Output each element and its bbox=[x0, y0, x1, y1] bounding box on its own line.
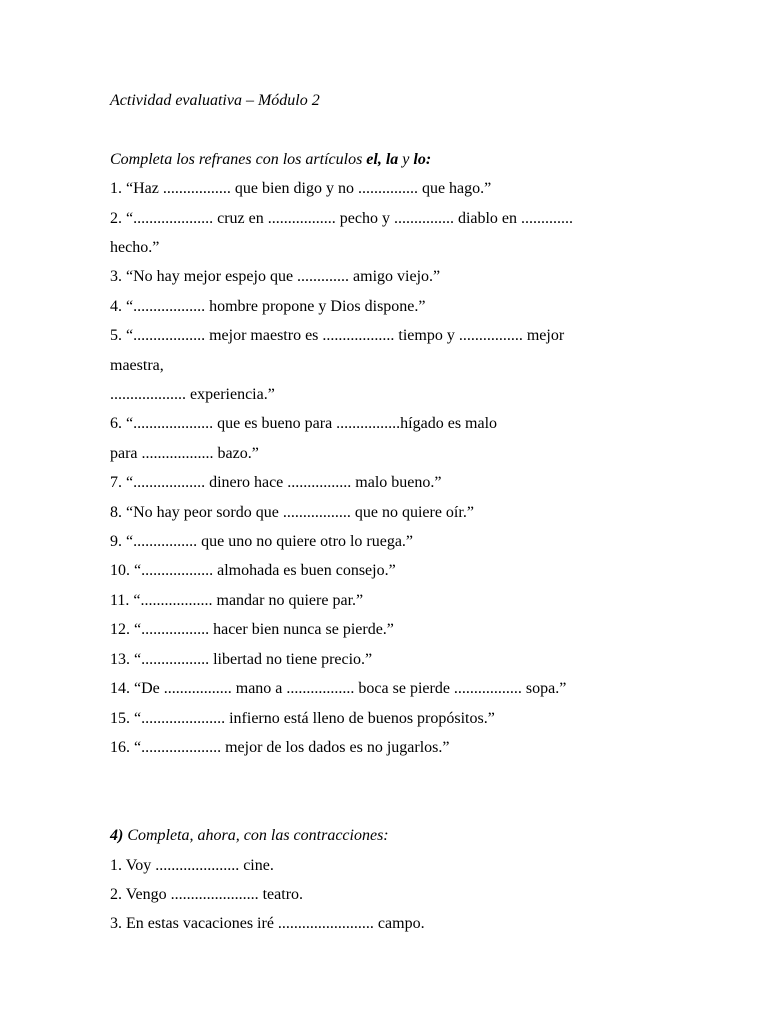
section1-instruction bbox=[110, 145, 650, 174]
section-number: 4) bbox=[110, 827, 124, 845]
instruction-text: Completa los refranes con los artículos bbox=[110, 150, 367, 168]
exercise-line: 7. “.................. dinero hace ................ malo bueno.” bbox=[110, 474, 442, 492]
exercise-line: 2. Vengo ...................... teatro. bbox=[110, 885, 304, 903]
spacer bbox=[110, 115, 650, 144]
exercise-line: 12. “................. hacer bien nunca se pierde.” bbox=[110, 621, 394, 639]
exercise-line: 13. “................. libertad no tiene precio.” bbox=[110, 650, 373, 668]
exercise-line: 5. “.................. mejor maestro es .................. tiempo y ................ mejor bbox=[110, 327, 565, 345]
exercise-line: hecho.” bbox=[110, 239, 160, 257]
section2-instruction bbox=[110, 821, 650, 850]
document-page bbox=[110, 86, 650, 939]
exercise-line: 3. “No hay mejor espejo que ............. amigo viejo.” bbox=[110, 268, 441, 286]
exercise-line: 11. “.................. mandar no quiere par.” bbox=[110, 591, 364, 609]
exercise-line: 1. “Haz ................. que bien digo y no ............... que hago.” bbox=[110, 180, 492, 198]
exercise-line: 14. “De ................. mano a ................. boca se pierde ................. sopa.” bbox=[110, 680, 567, 698]
exercise-line: 2. “.................... cruz en ................. pecho y ............... diablo en ............. bbox=[110, 209, 574, 227]
exercise-line: 10. “.................. almohada es buen consejo.” bbox=[110, 562, 396, 580]
exercise-line: 1. Voy ..................... cine. bbox=[110, 856, 274, 874]
exercise-line: 8. “No hay peor sordo que ................. que no quiere oír.” bbox=[110, 503, 474, 521]
exercise-line: 6. “.................... que es bueno para ................hígado es malo bbox=[110, 415, 498, 433]
instruction-article-lo: lo: bbox=[413, 150, 432, 168]
exercise-line: 4. “.................. hombre propone y Dios dispone.” bbox=[110, 297, 426, 315]
exercise-line: 16. “.................... mejor de los dados es no jugarlos.” bbox=[110, 738, 450, 756]
exercise-line: 9. “................ que uno no quiere otro lo ruega.” bbox=[110, 533, 414, 551]
exercise-line: para .................. bazo.” bbox=[110, 444, 259, 462]
exercise-line: 3. En estas vacaciones iré ........................ campo. bbox=[110, 915, 425, 933]
instruction-articles-el-la: el, la bbox=[366, 150, 399, 168]
exercise-line: ................... experiencia.” bbox=[110, 386, 275, 404]
exercise-line: maestra, bbox=[110, 356, 164, 374]
exercise-line: 15. “..................... infierno está lleno de buenos propósitos.” bbox=[110, 709, 495, 727]
instruction-conjunction: y bbox=[398, 150, 414, 168]
instruction-text: Completa, ahora, con las contracciones: bbox=[123, 827, 389, 845]
spacer bbox=[110, 762, 650, 821]
document-title: Actividad evaluativa – Módulo 2 bbox=[110, 92, 320, 109]
